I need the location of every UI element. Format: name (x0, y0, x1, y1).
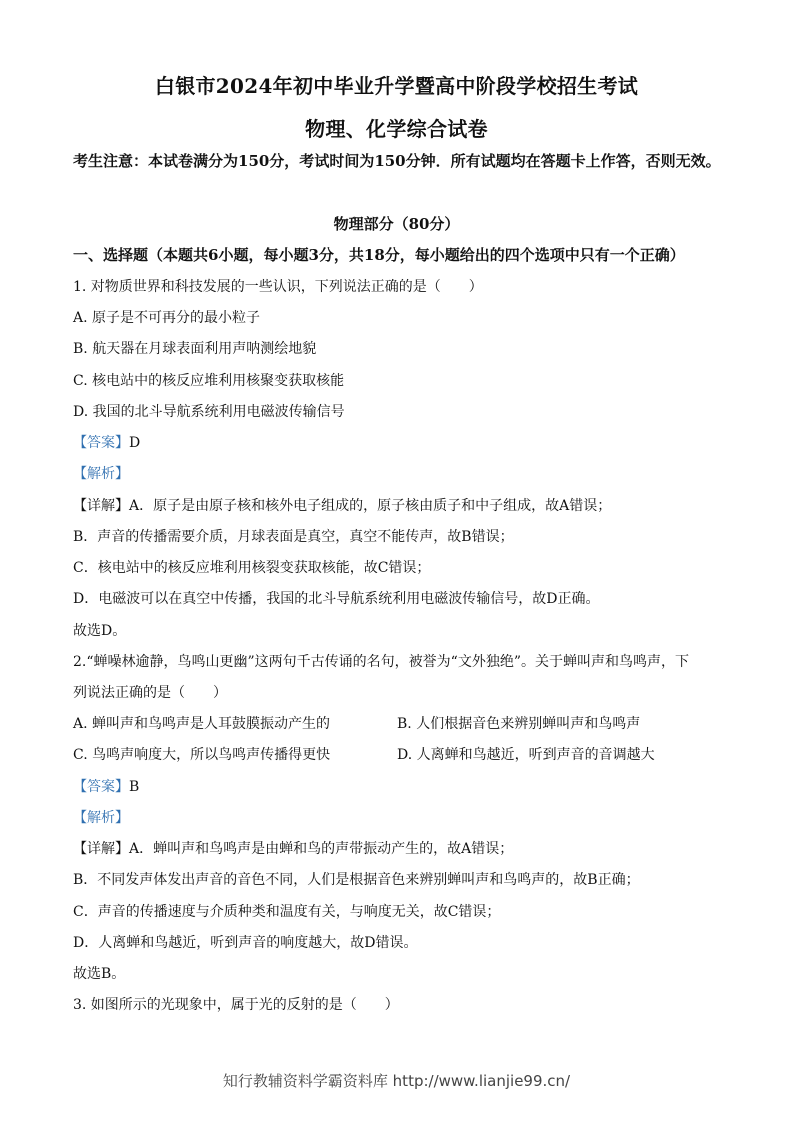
detail-text: A．原子是由原子核和核外电子组成的，原子核由质子和中子组成，故A错误； (129, 498, 612, 514)
answer-value: D (129, 435, 141, 451)
answer-label: 【答案】 (73, 435, 129, 451)
q1-analysis-label: 【解析】 (73, 466, 129, 482)
q2-detail-a (73, 838, 733, 858)
exam-notice: 考生注意：本试卷满分为150分，考试时间为150分钟．所有试题均在答题卡上作答，否则无效。 (73, 152, 721, 170)
q3-stem: 3. 如图所示的光现象中，属于光的反射的是（ ） (73, 997, 399, 1013)
q1-detail-b: B．声音的传播需要介质，月球表面是真空，真空不能传声，故B错误； (73, 529, 514, 545)
q2-detail-c: C．声音的传播速度与介质种类和温度有关，与响度无关，故C错误； (73, 904, 501, 920)
q1-option-b: B. 航天器在月球表面利用声呐测绘地貌 (73, 341, 317, 357)
detail-label: 【详解】 (73, 498, 129, 514)
q2-stem-line1: 2.“蝉噪林逾静，鸟鸣山更幽”这两句千古传诵的名句，被誉为“文外独绝”。关于蝉叫声和鸟鸣声，下 (73, 654, 689, 670)
q2-analysis-label: 【解析】 (73, 810, 129, 826)
q2-option-a: A. 蝉叫声和鸟鸣声是人耳鼓膜振动产生的 (73, 716, 331, 732)
answer-value: B (129, 779, 140, 795)
answer-label: 【答案】 (73, 779, 129, 795)
q1-detail-a (73, 495, 733, 515)
paper-subtitle: 物理、化学综合试卷 (305, 117, 488, 141)
q2-option-d: D. 人离蝉和鸟越近，听到声音的音调越大 (397, 747, 655, 763)
q1-detail-d: D．电磁波可以在真空中传播，我国的北斗导航系统利用电磁波传输信号，故D正确。 (73, 591, 600, 607)
q1-answer (73, 432, 733, 452)
q1-option-a: A. 原子是不可再分的最小粒子 (73, 310, 261, 326)
q2-stem-line2: 列说法正确的是（ ） (73, 685, 227, 701)
q1-option-d: D. 我国的北斗导航系统利用电磁波传输信号 (73, 404, 345, 420)
q2-detail-b: B．不同发声体发出声音的音色不同，人们是根据音色来辨别蝉叫声和鸟鸣声的，故B正确； (73, 872, 640, 888)
part-heading: 一、选择题（本题共6小题，每小题3分，共18分，每小题给出的四个选项中只有一个正确） (73, 246, 685, 264)
footer-watermark: 知行教辅资料学霸资料库 http://www.lianjie99.cn/ (222, 1072, 571, 1090)
q2-answer (73, 776, 733, 796)
q2-conclusion: 故选B。 (73, 966, 126, 982)
exam-title: 白银市2024年初中毕业升学暨高中阶段学校招生考试 (154, 74, 639, 98)
q2-option-b: B. 人们根据音色来辨别蝉叫声和鸟鸣声 (397, 716, 641, 732)
q1-conclusion: 故选D。 (73, 623, 127, 639)
q2-detail-d: D．人离蝉和鸟越近，听到声音的响度越大，故D错误。 (73, 935, 418, 951)
detail-text: A．蝉叫声和鸟鸣声是由蝉和鸟的声带振动产生的，故A错误； (129, 841, 514, 857)
q1-detail-c: C．核电站中的核反应堆利用核裂变获取核能，故C错误； (73, 560, 431, 576)
detail-label: 【详解】 (73, 841, 129, 857)
q1-option-c: C. 核电站中的核反应堆利用核聚变获取核能 (73, 373, 345, 389)
section-title: 物理部分（80分） (333, 215, 460, 233)
q2-option-c: C. 鸟鸣声响度大，所以鸟鸣声传播得更快 (73, 747, 331, 763)
q1-stem: 1. 对物质世界和科技发展的一些认识，下列说法正确的是（ ） (73, 279, 483, 295)
